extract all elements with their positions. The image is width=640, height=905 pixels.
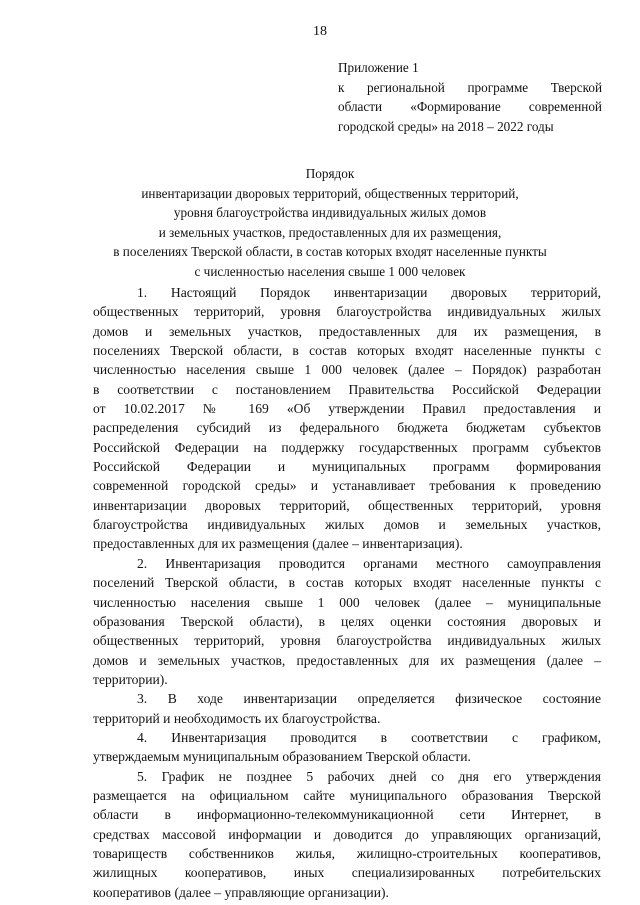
paragraph-2-line: домов и земельных участков, предоставленных для их размещения (далее – bbox=[93, 652, 601, 668]
paragraph-2-line: поселений Тверской области, в состав которых входят населенные пункты с bbox=[93, 575, 601, 591]
paragraph-3-line: 3. В ходе инвентаризации определяется физическое состояние bbox=[137, 691, 601, 707]
appendix-line: городской среды» на 2018 – 2022 годы bbox=[338, 118, 554, 134]
paragraph-5-line: товариществ собственников жилья, жилищно-строительных кооперативов, bbox=[93, 845, 601, 861]
paragraph-5-line: жилищных кооперативов, иных специализированных потребительских bbox=[93, 865, 601, 881]
paragraph-2-line: общественных территорий, уровня благоустройства индивидуальных жилых bbox=[93, 633, 601, 649]
paragraph-1-line: поселениях Тверской области, в состав которых входят населенные пункты с bbox=[93, 343, 601, 359]
paragraph-1-line: Российской Федерации и муниципальных программ формирования bbox=[93, 459, 601, 475]
paragraph-3-line: территорий и необходимость их благоустройства. bbox=[93, 710, 381, 726]
title-heading: Порядок bbox=[305, 166, 355, 181]
title-line: инвентаризации дворовых территорий, общественных территорий, bbox=[141, 185, 519, 201]
paragraph-1-line: инвентаризации дворовых территорий, общественных территорий, уровня bbox=[93, 497, 601, 513]
paragraph-2-line: образования Тверской области), в целях оценки состояния дворовых и bbox=[93, 613, 601, 629]
page-number: 18 bbox=[313, 24, 327, 39]
paragraph-1-line: от 10.02.2017 № 169 «Об утверждении Правил предоставления и bbox=[93, 401, 601, 417]
paragraph-2-line: территории). bbox=[93, 671, 168, 687]
paragraph-1-line: современной городской среды» и устанавливает требования к проведению bbox=[93, 478, 601, 494]
paragraph-1-line: численностью населения свыше 1 000 человек (далее – Порядок) разработан bbox=[93, 362, 601, 378]
document-body bbox=[93, 283, 601, 902]
title-line: в поселениях Тверской области, в состав которых входят населенные пункты bbox=[113, 244, 547, 260]
paragraph-5-line: 5. График не позднее 5 рабочих дней со дня его утверждения bbox=[137, 768, 601, 784]
title-line: с численностью населения свыше 1 000 человек bbox=[194, 263, 466, 279]
paragraph-1-line: предоставленных для их размещения (далее – инвентаризация). bbox=[93, 536, 463, 552]
appendix-line: области «Формирование современной bbox=[338, 99, 602, 114]
paragraph-5-line: размещается на официальном сайте муниципального образования Тверской bbox=[93, 787, 601, 803]
paragraph-5-line: кооперативов (далее – управляющие организации). bbox=[93, 884, 389, 900]
appendix-line: к региональной программе Тверской bbox=[338, 79, 602, 95]
appendix-header bbox=[338, 58, 602, 136]
document-title bbox=[60, 164, 600, 282]
title-line: уровня благоустройства индивидуальных жилых домов bbox=[173, 205, 487, 221]
paragraph-4-line: утверждаемым муниципальным образованием Тверской области. bbox=[93, 749, 471, 765]
paragraph-1-line: Российской Федерации на поддержку государственных программ субъектов bbox=[93, 439, 601, 455]
paragraph-1-line: в соответствии с постановлением Правительства Российской Федерации bbox=[93, 381, 601, 397]
title-line: и земельных участков, предоставленных для их размещения, bbox=[158, 224, 502, 240]
paragraph-5-line: области в информационно-телекоммуникационной сети Интернет, в bbox=[93, 807, 601, 823]
paragraph-1-line: общественных территорий, уровня благоустройства индивидуальных жилых bbox=[93, 304, 601, 320]
paragraph-1-line: распределения субсидий из федерального бюджета бюджетам субъектов bbox=[93, 420, 601, 436]
paragraph-4-line: 4. Инвентаризация проводится в соответствии с графиком, bbox=[137, 729, 601, 745]
paragraph-2-line: численностью населения свыше 1 000 человек (далее – муниципальные bbox=[93, 594, 601, 610]
paragraph-1-line: домов и земельных участков, предоставленных для их размещения, в bbox=[93, 323, 601, 339]
appendix-label: Приложение 1 bbox=[338, 60, 419, 75]
paragraph-1-line: благоустройства индивидуальных жилых домов и земельных участков, bbox=[93, 517, 601, 533]
paragraph-1-line: 1. Настоящий Порядок инвентаризации дворовых территорий, bbox=[137, 285, 601, 300]
paragraph-5-line: средствах массовой информации и доводится до управляющих организаций, bbox=[93, 826, 601, 842]
paragraph-2-line: 2. Инвентаризация проводится органами местного самоуправления bbox=[137, 555, 601, 571]
